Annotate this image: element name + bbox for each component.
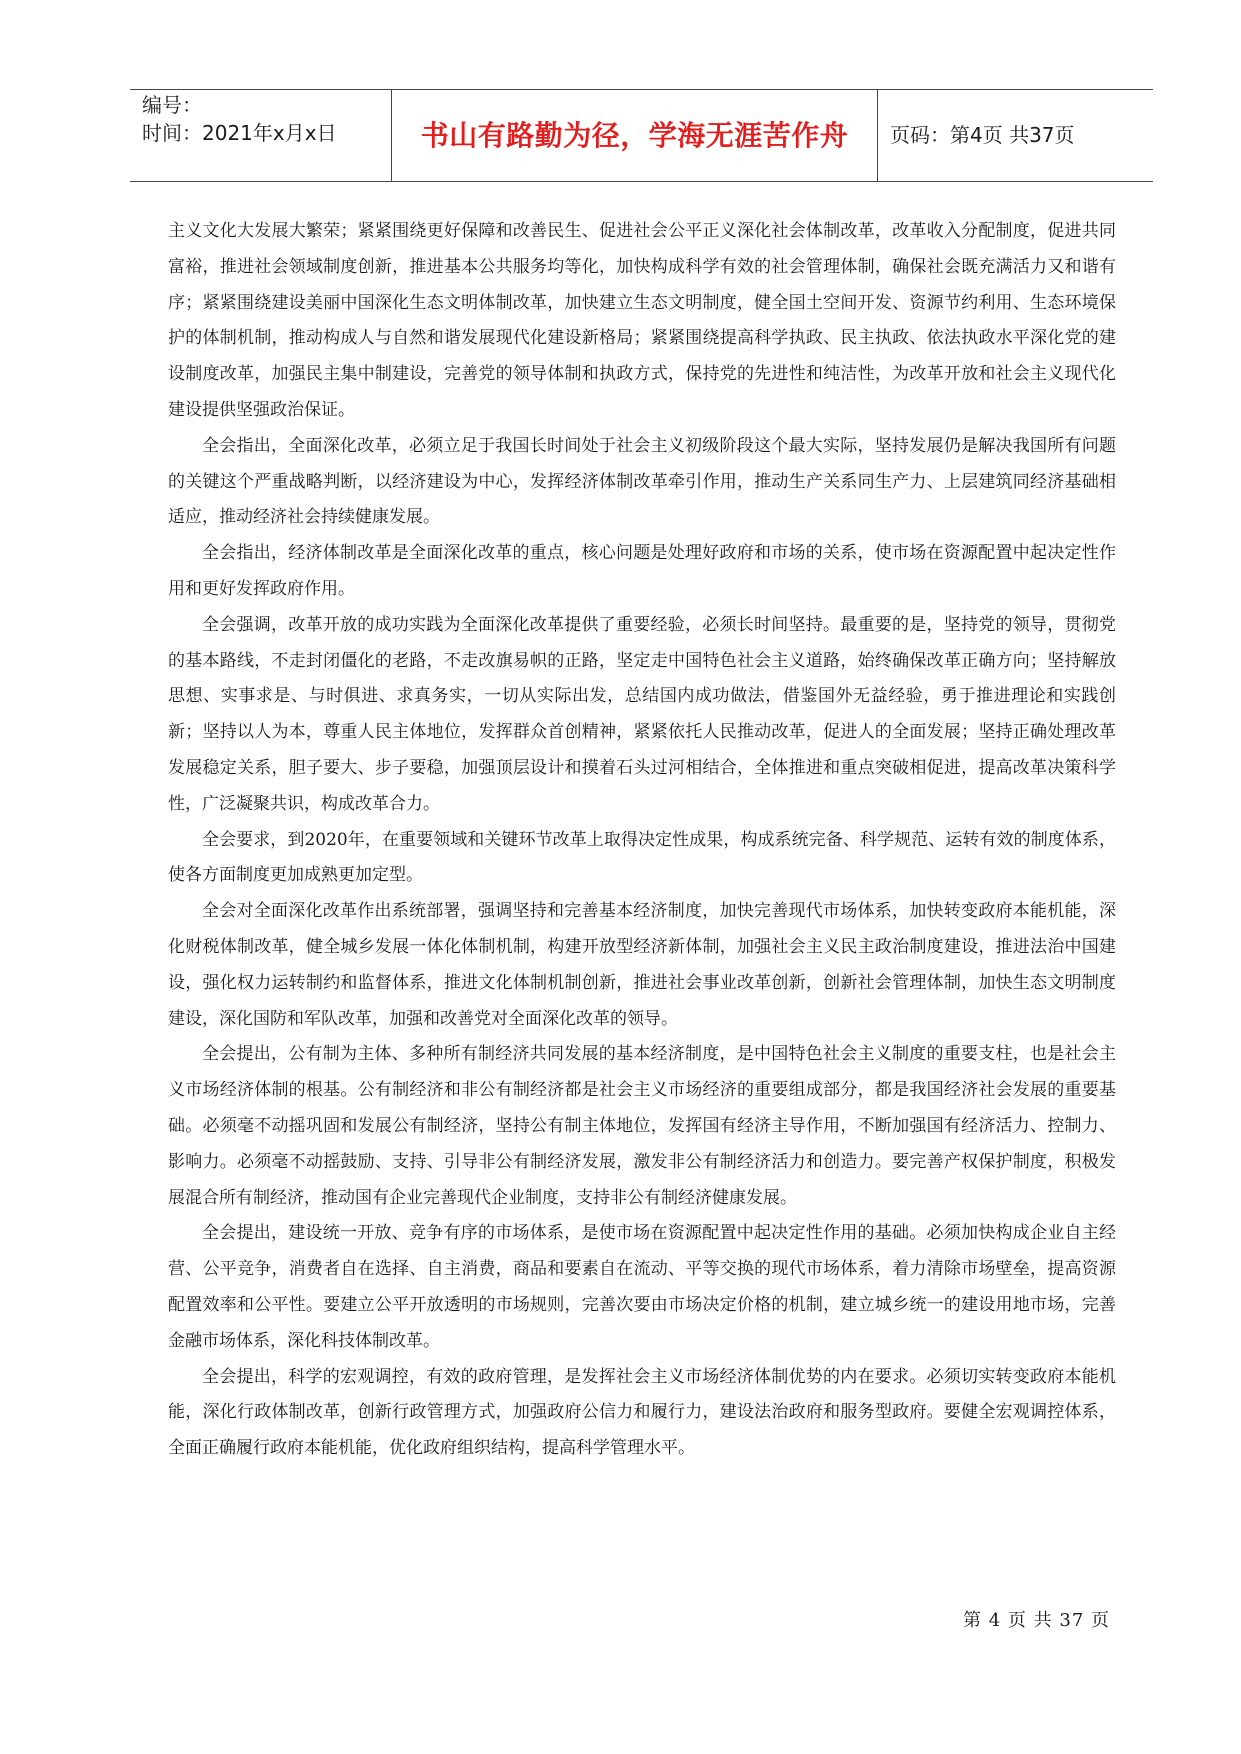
page-footer: 第 4 页 共 37 页 bbox=[963, 1610, 1110, 1631]
paragraph: 全会提出，建设统一开放、竞争有序的市场体系，是使市场在资源配置中起决定性作用的基础。必须加快构成企业自主经营、公平竞争，消费者自在选择、自主消费，商品和要素自在流动、平等交换的现代市场体系，着力清除市场壁垒，提高资源配置效率和公平性。要建立公平开放透明的市场规则，完善次要由市场决定价格的机制，建立城乡统一的建设用地市场，完善金融市场体系，深化科技体制改革。 bbox=[168, 1223, 1116, 1351]
paragraph-continued: 主义文化大发展大繁荣；紧紧围绕更好保障和改善民生、促进社会公平正义深化社会体制改革，改革收入分配制度，促进共同富裕，推进社会领域制度创新，推进基本公共服务均等化，加快构成科学有效的社会管理体制，确保社会既充满活力又和谐有序；紧紧围绕建设美丽中国深化生态文明体制改革，加快建立生态文明制度，健全国土空间开发、资源节约利用、生态环境保护的体制机制，推动构成人与自然和谐发展现代化建设新格局；紧紧围绕提高科学执政、民主执政、依法执政水平深化党的建设制度改革，加强民主集中制建设，完善党的领导体制和执政方式，保持党的先进性和纯洁性，为改革开放和社会主义现代化建设提供坚强政治保证。 bbox=[168, 221, 1116, 420]
paragraph: 全会要求，到2020年，在重要领域和关键环节改革上取得决定性成果，构成系统完备、科学规范、运转有效的制度体系，使各方面制度更加成熟更加定型。 bbox=[168, 829, 1116, 886]
serial-number-label: 编号： bbox=[142, 93, 202, 117]
paragraph: 全会提出，科学的宏观调控，有效的政府管理，是发挥社会主义市场经济体制优势的内在要求。必须切实转变政府本能机能，深化行政体制改革，创新行政管理方式，加强政府公信力和履行力，建设法治政府和服务型政府。要健全宏观调控体系，全面正确履行政府本能机能，优化政府组织结构，提高科学管理水平。 bbox=[168, 1366, 1116, 1459]
document-header bbox=[130, 89, 1153, 182]
header-left-cell bbox=[130, 90, 392, 181]
paragraph: 全会对全面深化改革作出系统部署，强调坚持和完善基本经济制度，加快完善现代市场体系，加快转变政府本能机能，深化财税体制改革，健全城乡发展一体化体制机制，构建开放型经济新体制，加强社会主义民主政治制度建设，推进法治中国建设，强化权力运转制约和监督体系，推进文化体制机制创新，推进社会事业改革创新，创新社会管理体制，加快生态文明制度建设，深化国防和军队改革，加强和改善党对全面深化改革的领导。 bbox=[168, 901, 1116, 1029]
paragraph: 全会指出，全面深化改革，必须立足于我国长时间处于社会主义初级阶段这个最大实际，坚持发展仍是解决我国所有问题的关键这个严重战略判断，以经济建设为中心，发挥经济体制改革牵引作用，推动生产关系同生产力、上层建筑同经济基础相适应，推动经济社会持续健康发展。 bbox=[168, 435, 1116, 528]
header-page-info: 页码：第4页 共37页 bbox=[890, 123, 1075, 147]
date-line: 时间：2021年x月x日 bbox=[142, 121, 337, 145]
paragraph: 全会指出，经济体制改革是全面深化改革的重点，核心问题是处理好政府和市场的关系，使市场在资源配置中起决定性作用和更好发挥政府作用。 bbox=[168, 543, 1116, 599]
document-body bbox=[168, 214, 1116, 1467]
header-middle-cell bbox=[392, 90, 878, 181]
paragraph: 全会提出，公有制为主体、多种所有制经济共同发展的基本经济制度，是中国特色社会主义制度的重要支柱，也是社会主义市场经济体制的根基。公有制经济和非公有制经济都是社会主义市场经济的重要组成部分，都是我国经济社会发展的重要基础。必须毫不动摇巩固和发展公有制经济，坚持公有制主体地位，发挥国有经济主导作用，不断加强国有经济活力、控制力、影响力。必须毫不动摇鼓励、支持、引导非公有制经济发展，激发非公有制经济活力和创造力。要完善产权保护制度，积极发展混合所有制经济，推动国有企业完善现代企业制度，支持非公有制经济健康发展。 bbox=[168, 1044, 1116, 1208]
header-right-cell bbox=[878, 90, 1153, 181]
paragraph: 全会强调，改革开放的成功实践为全面深化改革提供了重要经验，必须长时间坚持。最重要的是，坚持党的领导，贯彻党的基本路线，不走封闭僵化的老路，不走改旗易帜的正路，坚定走中国特色社会主义道路，始终确保改革正确方向；坚持解放思想、实事求是、与时俱进、求真务实，一切从实际出发，总结国内成功做法，借鉴国外无益经验，勇于推进理论和实践创新；坚持以人为本，尊重人民主体地位，发挥群众首创精神，紧紧依托人民推动改革，促进人的全面发展；坚持正确处理改革发展稳定关系，胆子要大、步子要稳，加强顶层设计和摸着石头过河相结合，全体推进和重点突破相促进，提高改革决策科学性，广泛凝聚共识，构成改革合力。 bbox=[168, 614, 1116, 814]
header-motto: 书山有路勤为径，学海无涯苦作舟 bbox=[420, 119, 849, 152]
